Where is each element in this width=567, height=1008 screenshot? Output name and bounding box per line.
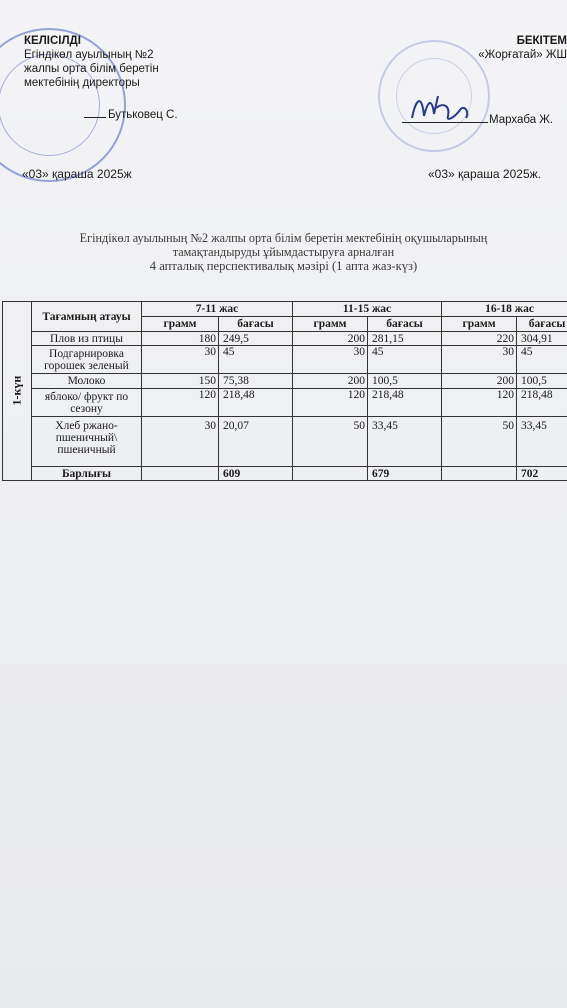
age-group-header: 11-15 жас (293, 302, 442, 317)
table-cell: 75,38 (219, 374, 293, 389)
table-cell: 30 (293, 346, 368, 374)
subheader-cell: бағасы (219, 317, 293, 332)
table-cell: 249,5 (219, 332, 293, 346)
table-cell: 200 (293, 332, 368, 346)
subheader-cell: бағасы (368, 317, 442, 332)
signature-line (84, 117, 106, 118)
approval-right-org: «Жорғатай» ЖШ (478, 49, 567, 61)
table-cell: 120 (442, 389, 517, 417)
table-cell: 30 (442, 346, 517, 374)
table-cell: 304,91 (517, 332, 567, 346)
table-row (3, 417, 567, 467)
company-signature-line (402, 114, 553, 126)
menu-title-line2: тамақтандыруды ұйымдастыруға арналған (172, 245, 395, 259)
total-label: Барлығы (32, 467, 142, 481)
table-row (3, 332, 567, 346)
subheader-cell: грамм (442, 317, 517, 332)
dish-name: Плов из птицы (32, 332, 142, 346)
table-cell: 281,15 (368, 332, 442, 346)
table-cell: 220 (442, 332, 517, 346)
table-cell: 150 (142, 374, 219, 389)
table-cell: 45 (368, 346, 442, 374)
table-cell: 45 (517, 346, 567, 374)
age-group-header: 7-11 жас (142, 302, 293, 317)
approval-left-line3: мектебінің директоры (24, 77, 140, 89)
table-row (3, 374, 567, 389)
table-cell (293, 467, 368, 481)
table-cell: 218,48 (219, 389, 293, 417)
table-cell: 100,5 (517, 374, 567, 389)
day-label: 1-күн (9, 375, 24, 405)
approval-right (367, 34, 567, 62)
day-cell (3, 302, 32, 481)
age-group-header: 16-18 жас (442, 302, 567, 317)
table-cell: 33,45 (368, 417, 442, 467)
table-cell: 218,48 (517, 389, 567, 417)
approval-right-caption: БЕКІТЕМ (516, 35, 567, 47)
subheader-cell: грамм (142, 317, 219, 332)
dish-name: Хлеб ржано-пшеничный\ пшеничный (32, 417, 142, 467)
menu-title-line3: 4 апталық перспективалық мәзірі (1 апта жаз-күз) (149, 259, 418, 273)
company-head-name: Мархаба Ж. (489, 114, 554, 126)
approval-left-caption: КЕЛІСІЛДІ (24, 35, 81, 47)
menu-title-line1: Егіндікөл ауылының №2 жалпы орта білім беретін мектебінің оқушыларының (79, 231, 488, 245)
total-value: 702 (517, 467, 567, 481)
table-cell: 20,07 (219, 417, 293, 467)
approval-left-date: «03» қараша 2025ж (22, 167, 132, 181)
approval-right-date: «03» қараша 2025ж. (428, 167, 541, 181)
table-cell (442, 467, 517, 481)
table-cell: 120 (293, 389, 368, 417)
dish-name: Подгарнировка горошек зеленый (32, 346, 142, 374)
director-signature-line (24, 108, 178, 122)
dish-name: Молоко (32, 374, 142, 389)
director-name: Бутьковец С. (108, 109, 178, 121)
table-row (3, 346, 567, 374)
table-cell: 120 (142, 389, 219, 417)
menu-table (2, 301, 567, 481)
table-cell: 218,48 (368, 389, 442, 417)
subheader-cell: бағасы (517, 317, 567, 332)
total-value: 679 (368, 467, 442, 481)
dish-header: Тағамның атауы (32, 302, 142, 332)
approval-left (24, 34, 178, 122)
table-cell: 100,5 (368, 374, 442, 389)
total-value: 609 (219, 467, 293, 481)
table-header-row (3, 302, 567, 317)
table-cell: 50 (293, 417, 368, 467)
table-cell: 50 (442, 417, 517, 467)
table-cell: 200 (293, 374, 368, 389)
subheader-cell: грамм (293, 317, 368, 332)
table-row (3, 389, 567, 417)
dish-name: яблоко/ фрукт по сезону (32, 389, 142, 417)
table-cell: 30 (142, 346, 219, 374)
table-cell (142, 467, 219, 481)
table-cell: 200 (442, 374, 517, 389)
table-cell: 45 (219, 346, 293, 374)
table-total-row (3, 467, 567, 481)
signature-line (402, 122, 488, 123)
approval-left-line2: жалпы орта білім беретін (24, 63, 159, 75)
table-cell: 180 (142, 332, 219, 346)
table-cell: 30 (142, 417, 219, 467)
approval-left-line1: Егіндікөл ауылының №2 (24, 49, 154, 61)
table-cell: 33,45 (517, 417, 567, 467)
